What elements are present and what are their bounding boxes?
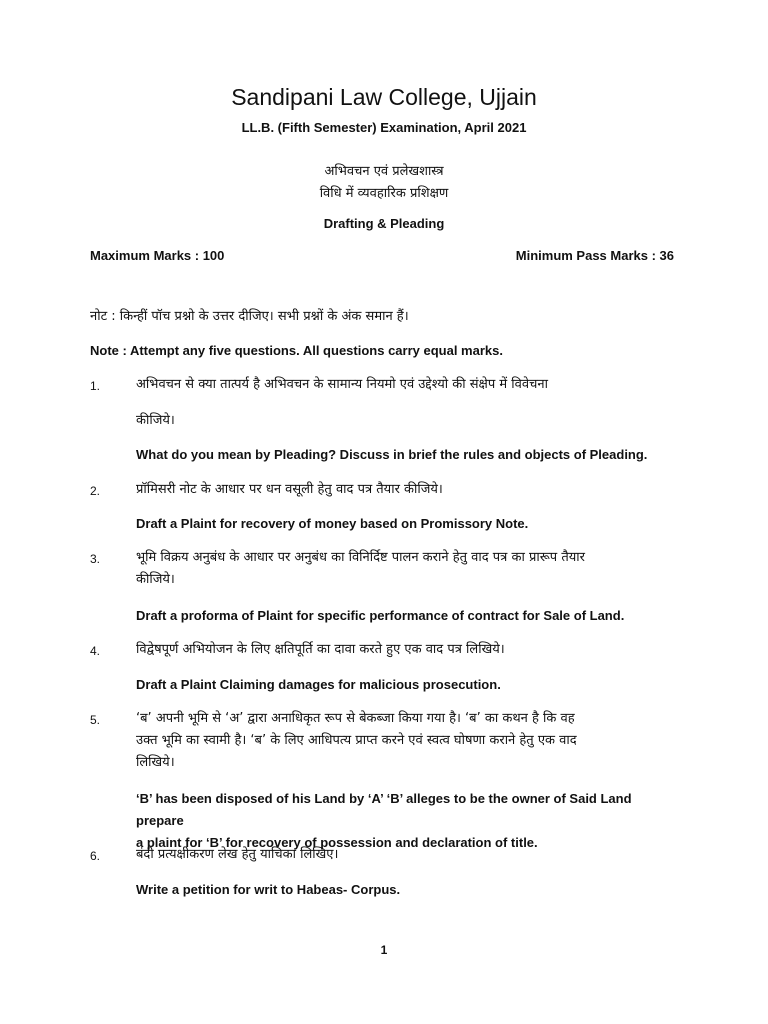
question-hindi-text: [136, 479, 676, 501]
question-number: 4.: [90, 644, 101, 658]
question-hindi-line: लिखिये।: [136, 755, 175, 770]
maximum-marks: Maximum Marks : 100: [90, 248, 225, 263]
note-english: Note : Attempt any five questions. All questions carry equal marks.: [90, 343, 503, 358]
question-number: 2.: [90, 484, 101, 498]
question-hindi-text: [136, 844, 676, 866]
question-english-line: a plaint for ‘B’ for recovery of possession and declaration of title.: [136, 835, 538, 850]
question-english-text: Draft a proforma of Plaint for specific performance of contract for Sale of Land.: [136, 608, 625, 623]
question-number: 3.: [90, 552, 101, 566]
question-hindi-line: उक्त भूमि का स्वामी है। ‘ब’ के लिए आधिपत्य प्राप्त करने एवं स्वत्व घोषणा कराने हेतु एक वाद: [136, 733, 577, 748]
question-hindi-line: अभिवचन से क्या तात्पर्य है अभिवचन के सामान्य नियमो एवं उद्देश्यो की संक्षेप में विवेचना: [136, 377, 548, 392]
question-hindi-line: विद्वेषपूर्ण अभियोजन के लिए क्षतिपूर्ति का दावा करते हुए एक वाद पत्र लिखिये।: [136, 642, 505, 657]
question-hindi-line: प्रॉमिसरी नोट के आधार पर धन वसूली हेतु वाद पत्र तैयार कीजिये।: [136, 482, 443, 497]
question-english-text: Draft a Plaint Claiming damages for malicious prosecution.: [136, 677, 501, 692]
question-number: 1.: [90, 379, 101, 393]
question-english-text: What do you mean by Pleading? Discuss in brief the rules and objects of Pleading.: [136, 447, 648, 462]
subject-english: Drafting & Pleading: [323, 216, 445, 231]
question-hindi-text: [136, 708, 676, 774]
question-hindi-line: कीजिये।: [136, 413, 175, 428]
question-number: 6.: [90, 849, 101, 863]
subject-hindi-line-1: अभिवचन एवं प्रलेखशास्त्र: [324, 164, 444, 179]
note-hindi: नोट : किन्हीं पॉच प्रश्नो के उत्तर दीजिए। सभी प्रश्नों के अंक समान हैं।: [90, 309, 409, 324]
question-hindi-line: बंदी प्रत्यक्षीकरण लेख हेतु याचिका लिखिए।: [136, 847, 339, 862]
minimum-pass-marks: Minimum Pass Marks : 36: [515, 248, 674, 263]
question-hindi-text: [136, 547, 676, 591]
page-number: 1: [380, 943, 388, 957]
question-english-line: ‘B’ has been disposed of his Land by ‘A’ ‘B’ alleges to be the owner of Said Land prepare: [136, 791, 632, 828]
college-title: Sandipani Law College, Ujjain: [231, 84, 537, 110]
question-hindi-line: ‘ब’ अपनी भूमि से ‘अ’ द्वारा अनाधिकृत रूप से बेकब्जा किया गया है। ‘ब’ का कथन है कि वह: [136, 711, 575, 726]
subject-hindi-line-2: विधि में व्यवहारिक प्रशिक्षण: [319, 186, 449, 201]
question-hindi-line: भूमि विक्रय अनुबंध के आधार पर अनुबंध का विनिर्दिष्ट पालन कराने हेतु वाद पत्र का प्रारूप तैयार: [136, 550, 585, 565]
question-hindi-text: [136, 639, 676, 661]
question-number: 5.: [90, 713, 101, 727]
exam-title: LL.B. (Fifth Semester) Examination, April 2021: [241, 120, 527, 135]
question-hindi-text: [136, 374, 676, 396]
question-hindi-line: कीजिये।: [136, 572, 175, 587]
question-english-text: Draft a Plaint for recovery of money based on Promissory Note.: [136, 516, 529, 531]
question-english-text: Write a petition for writ to Habeas- Corpus.: [136, 882, 401, 897]
question-hindi-text: [136, 410, 676, 432]
